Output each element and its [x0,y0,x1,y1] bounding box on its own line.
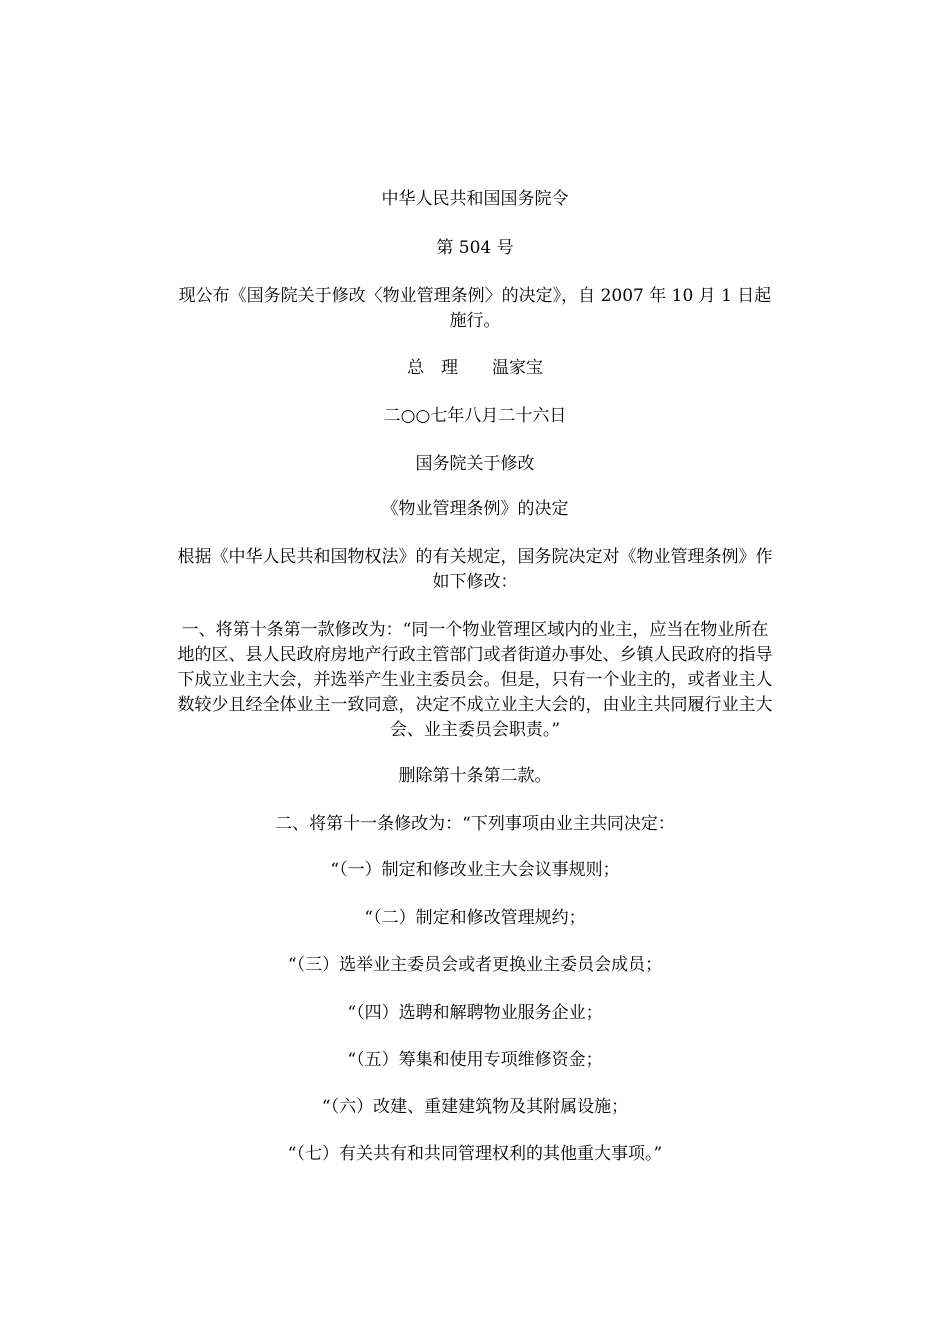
article-1-line: 地的区、县人民政府房地产行政主管部门或者街道办事处、乡镇人民政府的指导 [177,645,773,665]
signature: 总 理 温家宝 [407,358,543,378]
article-1-paragraph [140,618,810,743]
preamble-line: 根据《中华人民共和国物权法》的有关规定，国务院决定对《物业管理条例》作 [177,547,773,567]
announcement-paragraph [140,284,810,334]
list-item: “（二）制定和修改管理规约； [364,908,586,928]
decision-title-line-2: 《物业管理条例》的决定 [381,499,569,519]
list-item: “（五）筹集和使用专项维修资金； [347,1050,603,1070]
order-title: 中华人民共和国国务院令 [381,189,569,209]
list-item: “（三）选举业主委员会或者更换业主委员会成员； [287,955,663,975]
list-item: “（七）有关共有和共同管理权利的其他重大事项。” [287,1144,663,1164]
article-1-line: 会、业主委员会职责。” [389,720,561,740]
article-1-delete-clause: 删除第十条第二款。 [398,766,552,786]
article-2-intro: 二、将第十一条修改为：“下列事项由业主共同决定： [275,814,675,834]
list-item: “（四）选聘和解聘物业服务企业； [347,1003,603,1023]
article-1-line: 一、将第十条第一款修改为：“同一个物业管理区域内的业主，应当在物业所在 [181,620,769,640]
list-item: “（六）改建、重建建筑物及其附属设施； [321,1097,629,1117]
list-item: “（一）制定和修改业主大会议事规则； [330,860,620,880]
preamble-line: 如下修改： [432,572,518,592]
announcement-line: 现公布《国务院关于修改〈物业管理条例〉的决定》，自 2007 年 10 月 1 日起 [178,286,772,306]
issue-date: 二○○七年八月二十六日 [383,406,567,426]
article-1-line: 数较少且经全体业主一致同意，决定不成立业主大会的，由业主共同履行业主大 [177,695,773,715]
article-1-line: 下成立业主大会，并选举产生业主委员会。但是，只有一个业主的，或者业主人 [177,670,773,690]
preamble-paragraph [140,545,810,595]
decision-title-line-1: 国务院关于修改 [415,454,535,474]
order-number: 第 504 号 [436,238,514,258]
announcement-line: 施行。 [449,311,501,331]
